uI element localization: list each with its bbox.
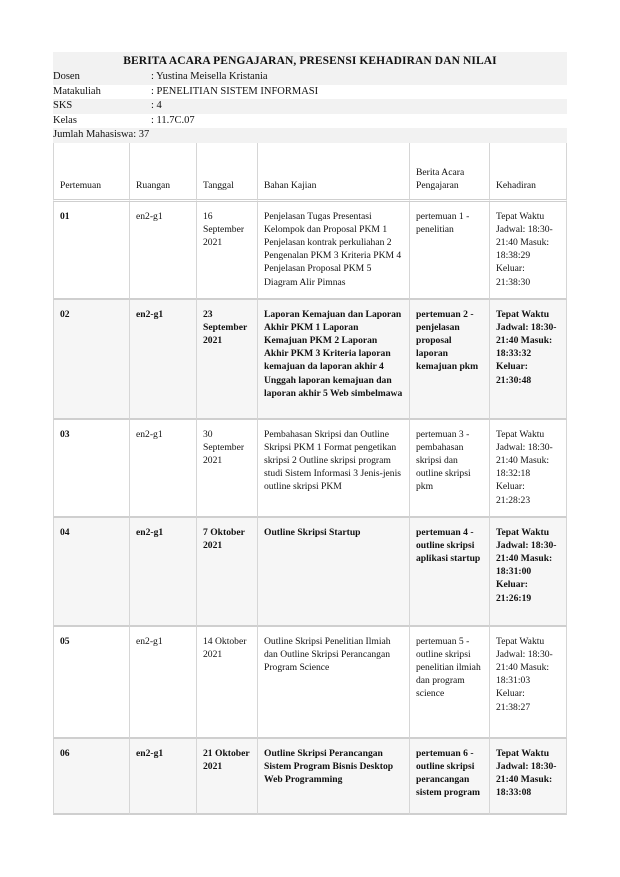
header-tanggal: Tanggal <box>197 143 258 202</box>
header-pertemuan: Pertemuan <box>53 143 130 202</box>
info-row-dosen <box>53 70 567 85</box>
cell-kehadiran: Tepat Waktu Jadwal: 18:30-21:40 Masuk: 18:38:29 Keluar: 21:38:30 <box>490 202 567 300</box>
table-row <box>53 202 567 300</box>
cell-kehadiran: Tepat Waktu Jadwal: 18:30-21:40 Masuk: 18:33:08 <box>490 739 567 815</box>
cell-berita-acara: pertemuan 6 - outline skripsi perancangan sistem program <box>410 739 490 815</box>
cell-ruangan: en2-g1 <box>130 300 197 420</box>
info-value: : Yustina Meisella Kristania <box>151 71 268 82</box>
document-title: BERITA ACARA PENGAJARAN, PRESENSI KEHADIRAN DAN NILAI <box>53 52 567 70</box>
table-row <box>53 300 567 420</box>
table-row <box>53 518 567 627</box>
cell-kehadiran: Tepat Waktu Jadwal: 18:30-21:40 Masuk: 18:32:18 Keluar: 21:28:23 <box>490 420 567 518</box>
header-ruangan: Ruangan <box>130 143 197 202</box>
cell-pertemuan: 02 <box>53 300 130 420</box>
cell-berita-acara: pertemuan 1 - penelitian <box>410 202 490 300</box>
cell-tanggal: 30 September 2021 <box>197 420 258 518</box>
info-label: Matakuliah <box>53 85 101 97</box>
table-header-row <box>53 143 567 202</box>
header-kehadiran: Kehadiran <box>490 143 567 202</box>
cell-tanggal: 23 September 2021 <box>197 300 258 420</box>
cell-ruangan: en2-g1 <box>130 202 197 300</box>
header-berita-acara: Berita Acara Pengajaran <box>410 143 490 202</box>
cell-kehadiran: Tepat Waktu Jadwal: 18:30-21:40 Masuk: 18:31:00 Keluar: 21:26:19 <box>490 518 567 627</box>
cell-bahan-kajian: Laporan Kemajuan dan Laporan Akhir PKM 1 Laporan Kemajuan PKM 2 Laporan Akhir PKM 3 Kriteria laporan kemajuan da laporan akhir 4 Unggah laporan kemajuan dan laporan akhir 5 Web simbelmawa <box>258 300 410 420</box>
cell-bahan-kajian: Outline Skripsi Penelitian Ilmiah dan Outline Skripsi Perancangan Program Science <box>258 627 410 739</box>
cell-kehadiran: Tepat Waktu Jadwal: 18:30-21:40 Masuk: 18:33:32 Keluar: 21:30:48 <box>490 300 567 420</box>
cell-pertemuan: 06 <box>53 739 130 815</box>
info-label: Dosen <box>53 71 80 82</box>
info-row-sks <box>53 99 567 114</box>
cell-tanggal: 14 Oktober 2021 <box>197 627 258 739</box>
cell-pertemuan: 03 <box>53 420 130 518</box>
info-value: : 37 <box>133 129 150 140</box>
cell-berita-acara: pertemuan 3 - pembahasan skripsi dan outline skripsi pkm <box>410 420 490 518</box>
course-info <box>53 70 567 143</box>
cell-bahan-kajian: Outline Skripsi Startup <box>258 518 410 627</box>
info-value: : PENELITIAN SISTEM INFORMASI <box>151 85 319 97</box>
info-label: SKS <box>53 100 73 111</box>
info-row-matakuliah <box>53 85 567 100</box>
cell-tanggal: 16 September 2021 <box>197 202 258 300</box>
cell-berita-acara: pertemuan 2 - penjelasan proposal laporan kemajuan pkm <box>410 300 490 420</box>
header-bahan-kajian: Bahan Kajian <box>258 143 410 202</box>
cell-bahan-kajian: Outline Skripsi Perancangan Sistem Program Bisnis Desktop Web Programming <box>258 739 410 815</box>
cell-pertemuan: 05 <box>53 627 130 739</box>
cell-ruangan: en2-g1 <box>130 420 197 518</box>
cell-ruangan: en2-g1 <box>130 518 197 627</box>
cell-berita-acara: pertemuan 4 - outline skripsi aplikasi startup <box>410 518 490 627</box>
table-row <box>53 420 567 518</box>
info-row-jumlah-mahasiswa <box>53 128 567 143</box>
cell-berita-acara: pertemuan 5 - outline skripsi penelitian ilmiah dan program science <box>410 627 490 739</box>
cell-bahan-kajian: Penjelasan Tugas Presentasi Kelompok dan Proposal PKM 1 Penjelasan kontrak perkuliahan 2 Pengenalan PKM 3 Kriteria PKM 4 Penjelasan Proposal PKM 5 Diagram Alir Pimnas <box>258 202 410 300</box>
info-value: : 11.7C.07 <box>151 114 195 126</box>
cell-ruangan: en2-g1 <box>130 739 197 815</box>
info-value: : 4 <box>151 100 162 111</box>
cell-bahan-kajian: Pembahasan Skripsi dan Outline Skripsi PKM 1 Format pengetikan skripsi 2 Outline skripsi program studi Sistem Informasi 3 Jenis-jenis outline skripsi PKM <box>258 420 410 518</box>
cell-pertemuan: 01 <box>53 202 130 300</box>
attendance-table <box>53 143 567 815</box>
cell-pertemuan: 04 <box>53 518 130 627</box>
info-label: Jumlah Mahasiswa <box>53 129 134 140</box>
info-label: Kelas <box>53 114 77 126</box>
cell-kehadiran: Tepat Waktu Jadwal: 18:30-21:40 Masuk: 18:31:03 Keluar: 21:38:27 <box>490 627 567 739</box>
cell-ruangan: en2-g1 <box>130 627 197 739</box>
table-row <box>53 627 567 739</box>
cell-tanggal: 7 Oktober 2021 <box>197 518 258 627</box>
document-sheet <box>53 52 567 815</box>
cell-tanggal: 21 Oktober 2021 <box>197 739 258 815</box>
info-row-kelas <box>53 114 567 129</box>
table-row <box>53 739 567 815</box>
